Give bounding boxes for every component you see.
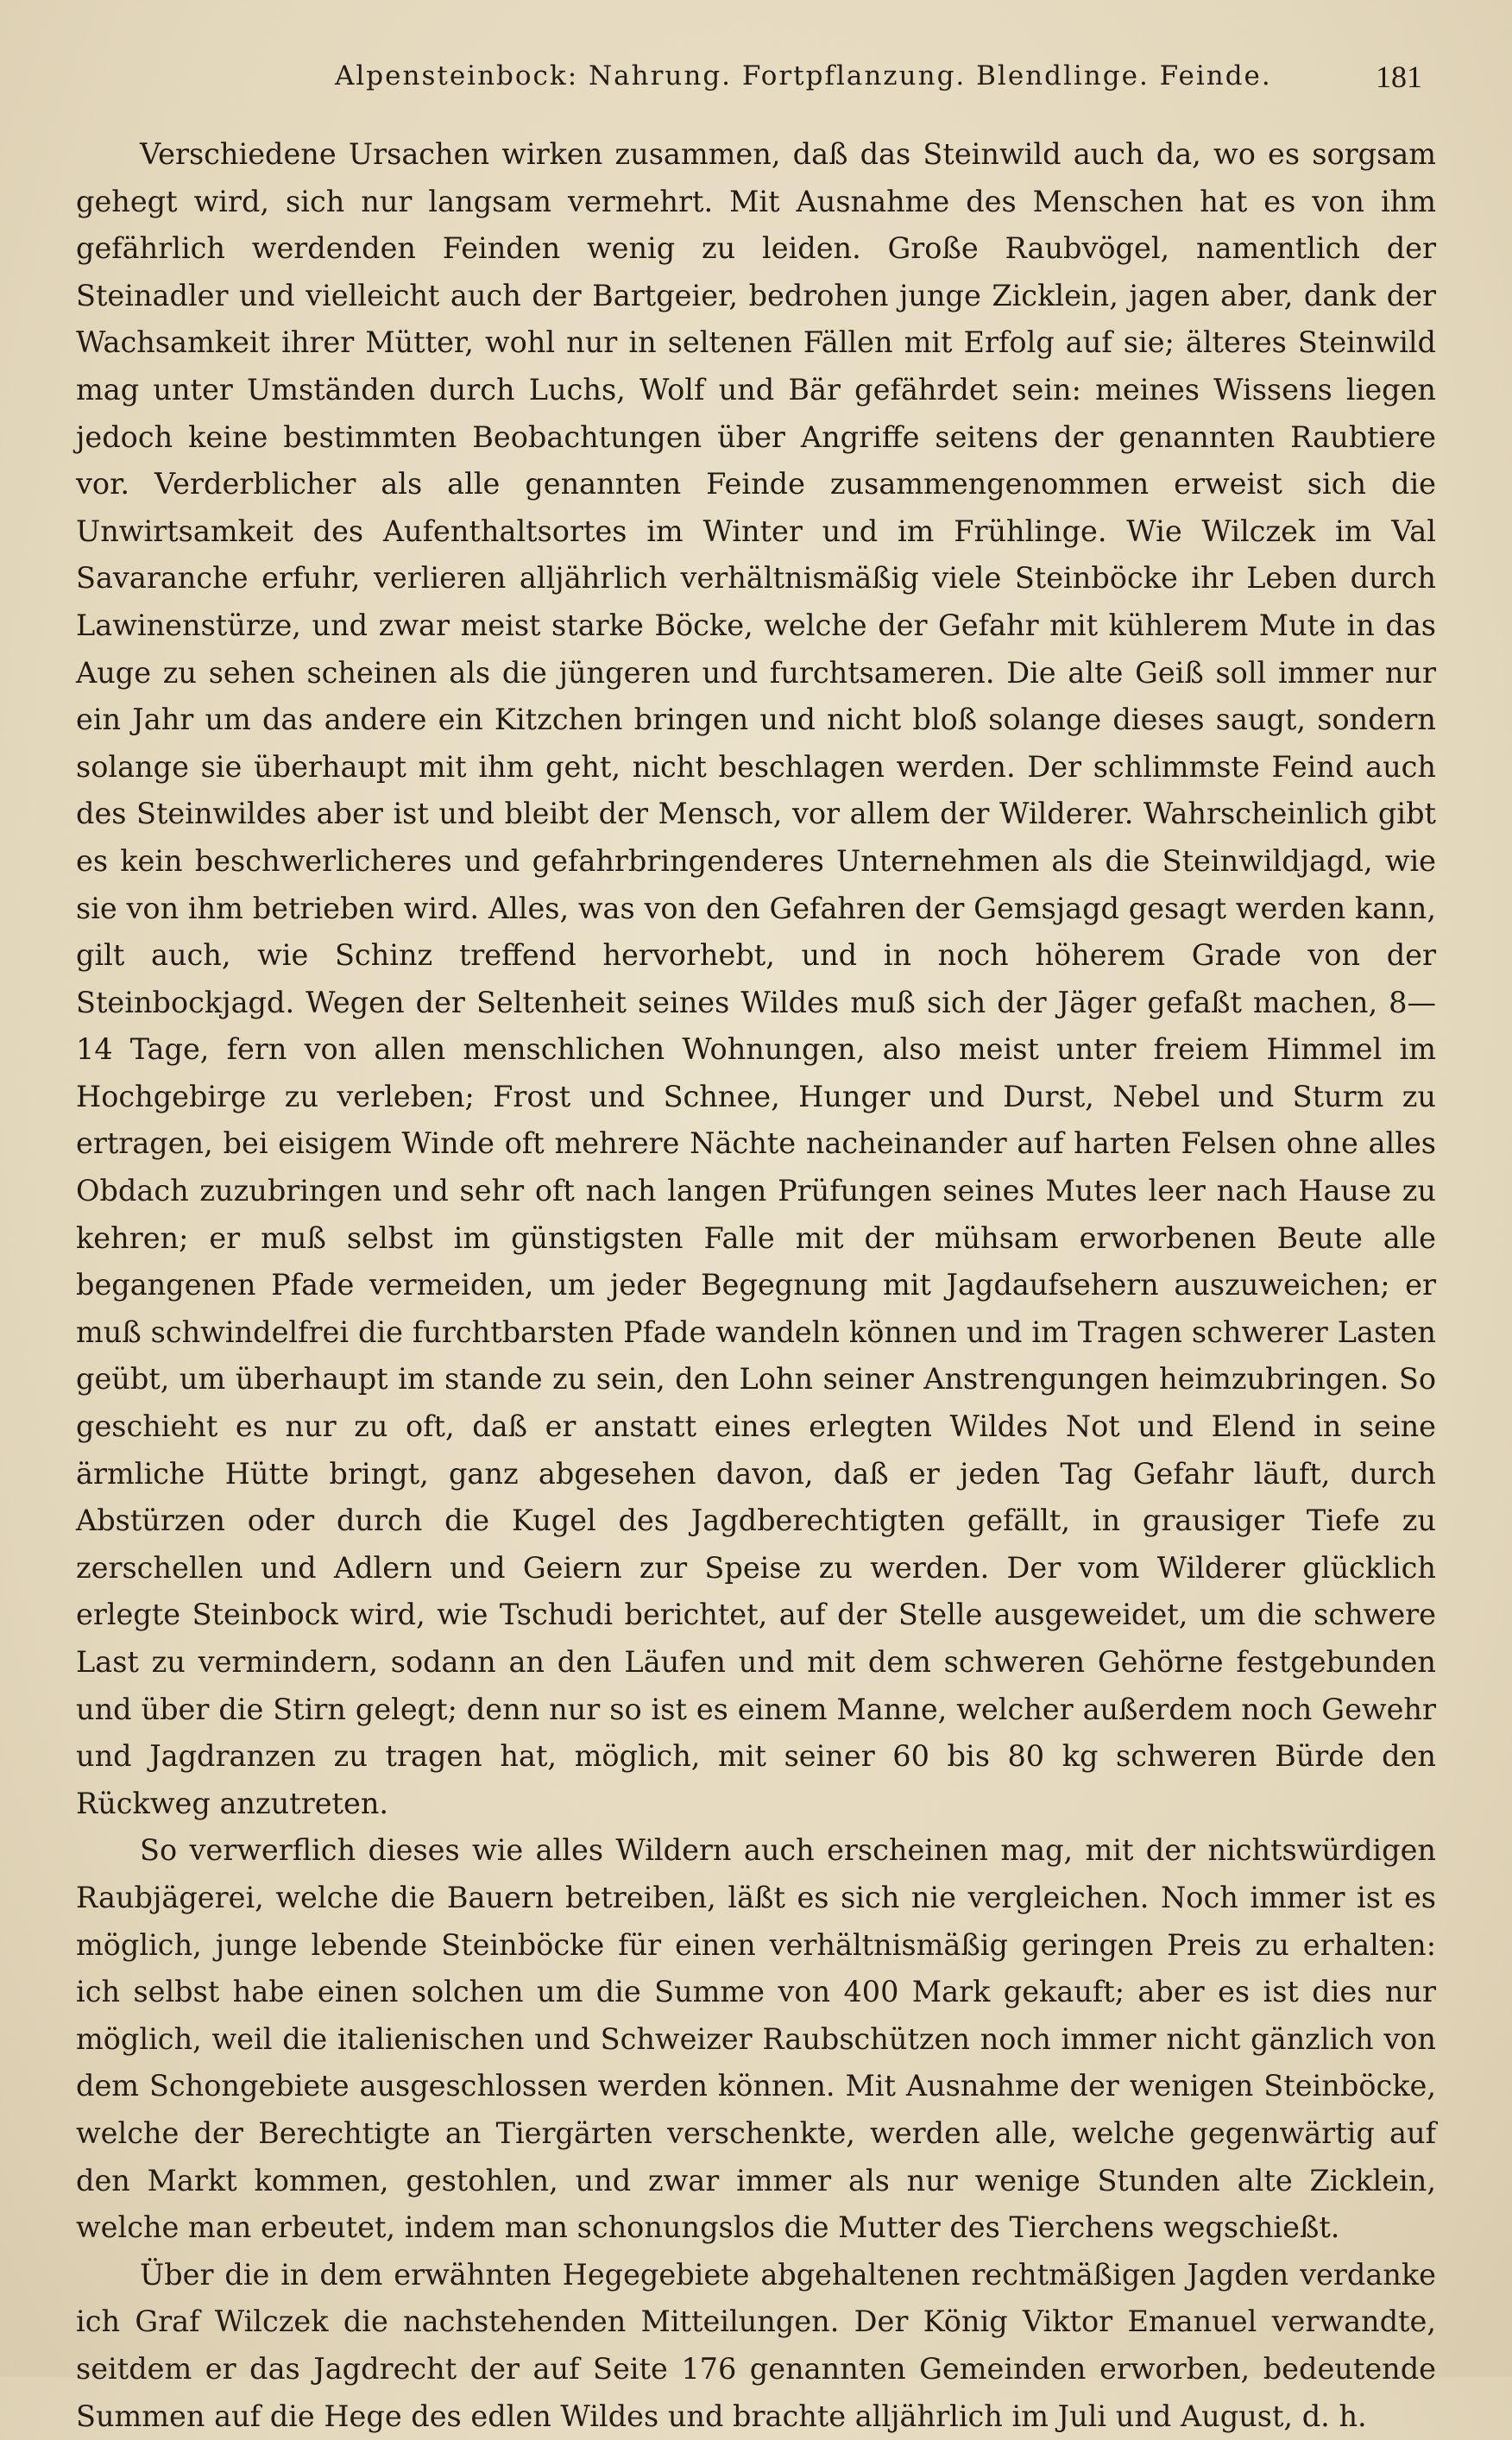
running-title: Alpensteinbock: Nahrung. Fortpflanzung. Blendlinge. Feinde. (335, 60, 1272, 91)
paragraph-3: Über die in dem erwähnten Hegegebiete abgehaltenen rechtmäßigen Jagden verdanke ich Graf Wilczek die nachstehenden Mitteilungen. Der König Viktor Emanuel verwandte, seitdem er das Jagdrecht der auf Seite 176 genannten Gemeinden erworben, bedeutende Summen auf die Hege des edlen Wildes und brachte alljährlich im Juli und August, d. h. (76, 2257, 1436, 2433)
paragraph-2: So verwerflich dieses wie alles Wildern auch erscheinen mag, mit der nichtswürdigen Raubjägerei, welche die Bauern betreiben, läßt es sich nie vergleichen. Noch immer ist es möglich, junge lebende Steinböcke für einen verhältnismäßig geringen Preis zu erhalten: ich selbst habe einen solchen um die Summe von 400 Mark gekauft; aber es ist dies nur möglich, weil die italienischen und Schweizer Raubschützen noch immer nicht gänzlich von dem Schongebiete ausgeschlossen werden können. Mit Ausnahme der wenigen Steinböcke, welche der Berechtigte an Tiergärten verschenkte, werden alle, welche gegenwärtig auf den Markt kommen, gestohlen, und zwar immer als nur wenige Stunden alte Zicklein, welche man erbeutet, indem man schonungslos die Mutter des Tierchens wegschießt. (76, 1833, 1436, 2245)
page-number: 181 (1376, 60, 1422, 94)
paragraph-1: Verschiedene Ursachen wirken zusammen, daß das Steinwild auch da, wo es sorgsam gehegt wird, sich nur langsam vermehrt. Mit Ausnahme des Menschen hat es von ihm gefährlich werdenden Feinden wenig zu leiden. Große Raubvögel, namentlich der Steinadler und vielleicht auch der Bartgeier, bedrohen junge Zicklein, jagen aber, dank der Wachsamkeit ihrer Mütter, wohl nur in seltenen Fällen mit Erfolg auf sie; älteres Steinwild mag unter Umständen durch Luchs, Wolf und Bär gefährdet sein: meines Wissens liegen jedoch keine bestimmten Beobachtungen über Angriffe seitens der genannten Raubtiere vor. Verderblicher als alle genannten Feinde zusammengenommen erweist sich die Unwirtsamkeit des Aufenthaltsortes im Winter und im Frühlinge. Wie Wilczek im Val Savaranche erfuhr, verlieren alljährlich verhältnismäßig viele Steinböcke ihr Leben durch Lawinenstürze, und zwar meist starke Böcke, welche der Gefahr mit kühlerem Mute in das Auge zu sehen scheinen als die jüngeren und furchtsameren. Die alte Geiß soll immer nur ein Jahr um das andere ein Kitzchen bringen und nicht bloß solange dieses saugt, sondern solange sie überhaupt mit ihm geht, nicht beschlagen werden. Der schlimmste Feind auch des Steinwildes aber ist und bleibt der Mensch, vor allem der Wilderer. Wahrscheinlich gibt es kein beschwerlicheres und gefahrbringenderes Unternehmen als die Steinwildjagd, wie sie von ihm betrieben wird. Alles, was von den Gefahren der Gemsjagd gesagt werden kann, gilt auch, wie Schinz treffend hervorhebt, und in noch höherem Grade von der Steinbockjagd. Wegen der Seltenheit seines Wildes muß sich der Jäger gefaßt machen, 8—14 Tage, fern von allen menschlichen Wohnungen, also meist unter freiem Himmel im Hochgebirge zu verleben; Frost und Schnee, Hunger und Durst, Nebel und Sturm zu ertragen, bei eisigem Winde oft mehrere Nächte nacheinander auf harten Felsen ohne alles Obdach zuzubringen und sehr oft nach langen Prüfungen seines Mutes leer nach Hause zu kehren; er muß selbst im günstigsten Falle mit der mühsam erworbenen Beute alle begangenen Pfade vermeiden, um jeder Begegnung mit Jagdaufsehern auszuweichen; er muß schwindelfrei die furchtbarsten Pfade wandeln können und im Tragen schwerer Lasten geübt, um überhaupt im stande zu sein, den Lohn seiner Anstrengungen heimzubringen. So geschieht es nur zu oft, daß er anstatt eines erlegten Wildes Not und Elend in seine ärmliche Hütte bringt, ganz abgesehen davon, daß er jeden Tag Gefahr läuft, durch Abstürzen oder durch die Kugel des Jagdberechtigten gefällt, in grausiger Tiefe zu zerschellen und Adlern und Geiern zur Speise zu werden. Der vom Wilderer glücklich erlegte Steinbock wird, wie Tschudi berichtet, auf der Stelle ausgeweidet, um die schwere Last zu vermindern, sodann an den Läufen und mit dem schweren Gehörne festgebunden und über die Stirn gelegt; denn nur so ist es einem Manne, welcher außerdem noch Gewehr und Jagdranzen zu tragen hat, möglich, mit seiner 60 bis 80 kg schweren Bürde den Rückweg anzutreten. (76, 137, 1436, 1820)
body-text (76, 131, 1436, 2440)
running-head (76, 54, 1436, 105)
